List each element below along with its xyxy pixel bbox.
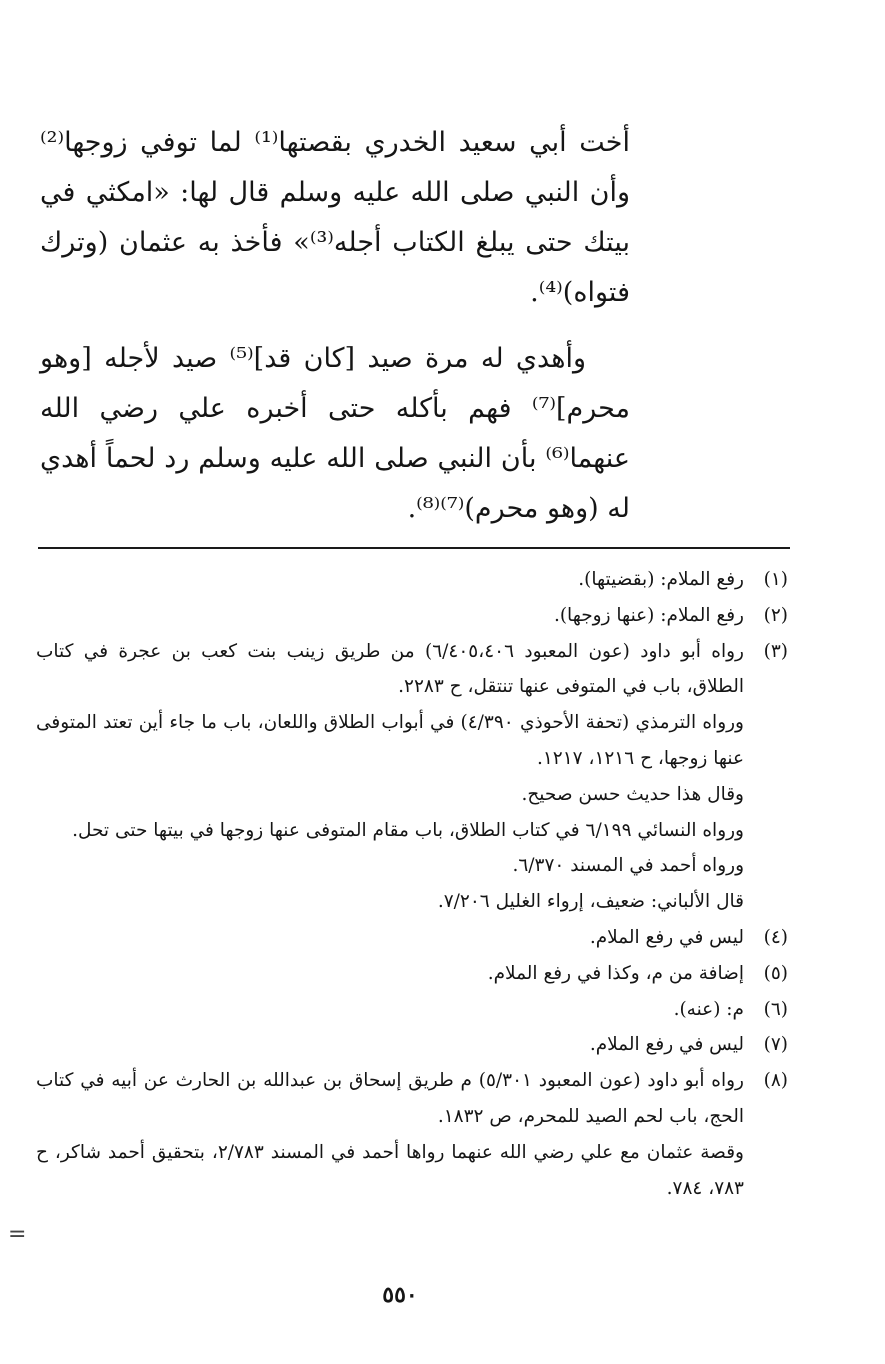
footnote-number: (٢) [763,604,788,626]
footnote-6 [36,992,788,1028]
footnote-8 [36,1063,788,1206]
footnote-5 [36,956,788,992]
footnote-line: وقصة عثمان مع علي رضي الله عنهما رواها أحمد في المسند ٢/٧٨٣، بتحقيق أحمد شاكر، ح ٧٨٣، ٧٨٤. [36,1141,744,1199]
footnote-line: ورواه أحمد في المسند ٦/٣٧٠. [512,855,744,877]
footnote-3 [36,634,788,920]
footnote-line: رفع الملام: (عنها زوجها). [553,604,744,626]
footnote-number: (٥) [763,962,788,984]
footnote-line: وقال هذا حديث حسن صحيح. [521,783,744,805]
footnote-line: ورواه النسائي ٦/١٩٩ في كتاب الطلاق، باب مقام المتوفى عنها زوجها في بيتها حتى تحل. [72,819,744,841]
footnote-line: رواه أبو داود (عون المعبود ٦/٤٠٥،٤٠٦) من طريق زينب بنت كعب بن عجرة في كتاب الطلاق، باب في المتوفى عنها تنتقل، ح ٢٢٨٣. [36,640,744,698]
footnote-line: رفع الملام: (بقضيتها). [578,569,744,590]
footnote-line: ليس في رفع الملام. [589,926,744,948]
main-paragraph-1: أخت أبي سعيد الخدري بقصتها⁽¹⁾ لما توفي زوجها⁽²⁾ وأن النبي صلى الله عليه وسلم قال لها: «امكثي في بيتك حتى يبلغ الكتاب أجله⁽³⁾» فأخذ به عثمان (وترك فتواه)⁽⁴⁾. [40,127,631,308]
footnote-line: رواه أبو داود (عون المعبود ٥/٣٠١) م طريق إسحاق بن عبدالله بن الحارث عن أبيه في كتاب الحج، باب لحم الصيد للمحرم، ص ١٨٣٢. [36,1070,744,1127]
footnote-text [36,920,744,956]
footnote-7 [36,1027,788,1063]
footnotes-section [36,562,788,1206]
footnote-line: م: (عنه). [673,998,744,1020]
margin-mark: = [8,1222,27,1247]
footnote-divider [38,547,790,549]
footnote-text [36,992,744,1028]
footnote-number: (٣) [763,640,788,662]
footnote-2 [36,598,788,634]
footnote-1 [36,562,788,598]
footnote-number: (١) [763,569,788,590]
footnote-line: إضافة من م، وكذا في رفع الملام. [487,962,744,984]
footnote-line: قال الألباني: ضعيف، إرواء الغليل ٧/٢٠٦. [437,891,744,913]
footnote-text [36,634,744,920]
footnote-text [36,956,744,992]
main-paragraph-2: وأهدي له مرة صيد [كان قد]⁽⁵⁾ صيد لأجله [وهو محرم]⁽⁷⁾ فهم بأكله حتى أخبره علي رضي الله عنهما⁽⁶⁾ بأن النبي صلى الله عليه وسلم رد لحماً أهدي له (وهو محرم)⁽⁷⁾⁽⁸⁾. [40,343,630,524]
footnote-text [36,1063,744,1206]
footnote-number: (٦) [763,998,788,1020]
page-number: ٥٥٠ [382,1282,418,1308]
footnote-line: ورواه الترمذي (تحفة الأحوذي ٤/٣٩٠) في أبواب الطلاق واللعان، باب ما جاء أين تعتد المتوفى عنها زوجها، ح ١٢١٦، ١٢١٧. [36,712,744,769]
footnote-text [36,598,744,634]
footnote-line: ليس في رفع الملام. [589,1034,744,1056]
footnote-4 [36,920,788,956]
main-text-block [40,118,630,534]
footnote-text [36,1027,744,1063]
footnote-number: (٨) [763,1070,788,1092]
footnote-text [36,562,744,598]
footnote-number: (٤) [763,926,788,948]
footnote-number: (٧) [763,1034,788,1056]
